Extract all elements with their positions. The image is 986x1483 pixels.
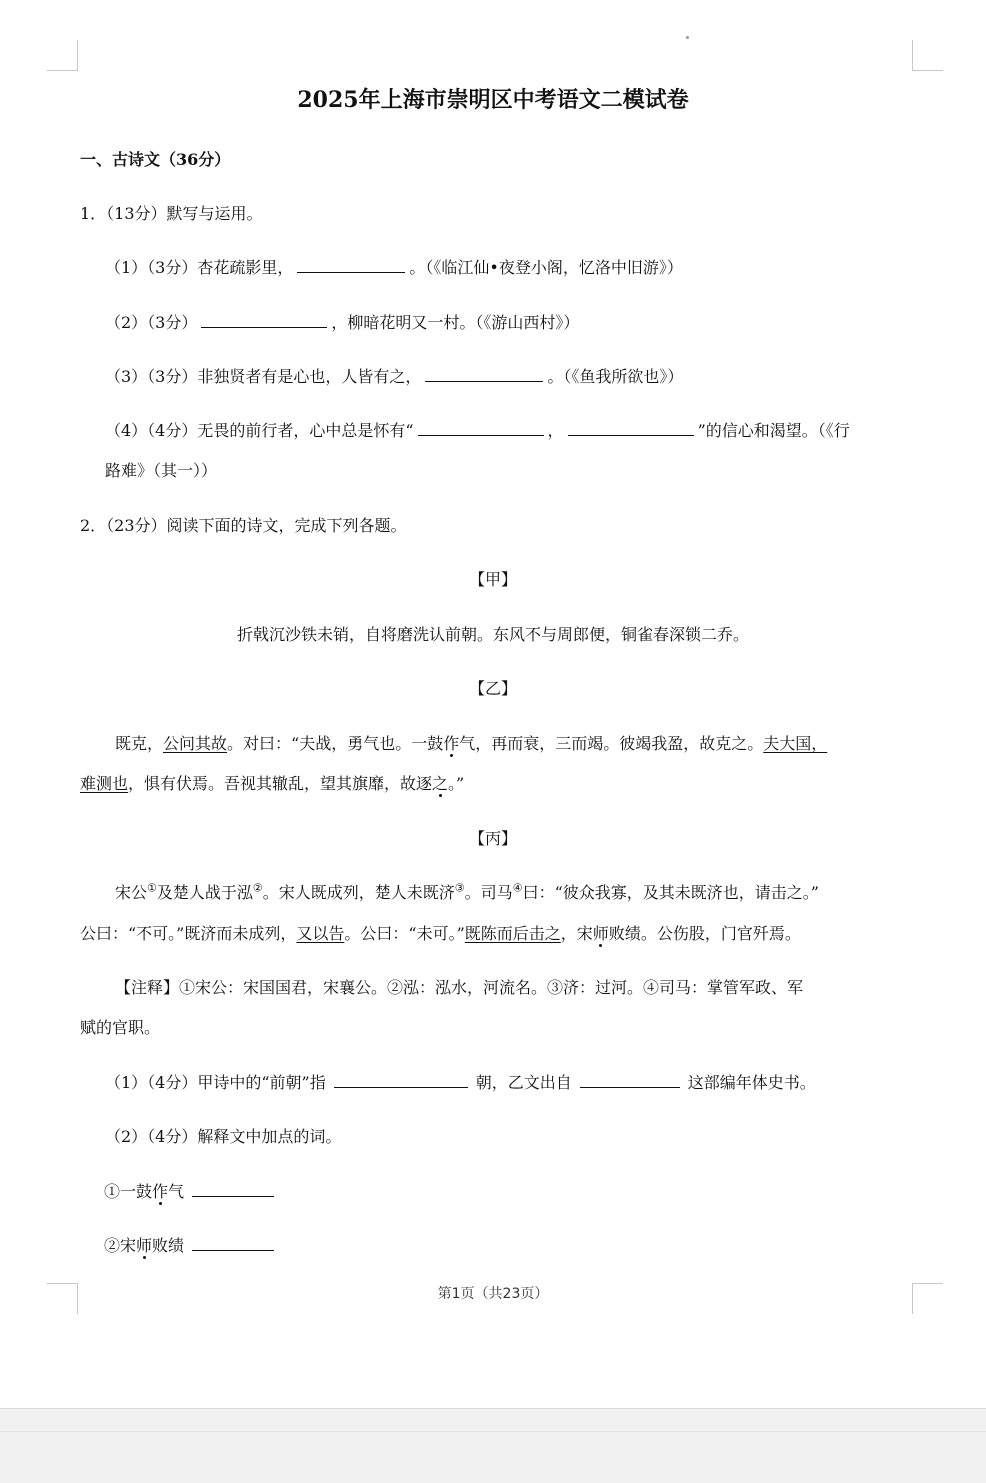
crop-mark-top-left: [47, 40, 78, 71]
word-item-2: ②宋师败绩: [104, 1236, 278, 1256]
answer-blank[interactable]: [192, 1236, 274, 1251]
question-2-sub-1: （1）（4分）甲诗中的“前朝”指 朝，乙文出自 这部编年体史书。: [105, 1073, 816, 1092]
answer-blank[interactable]: [297, 258, 405, 273]
answer-blank[interactable]: [334, 1073, 468, 1088]
question-1-sub-4: （4）（4分）无畏的前行者，心中总是怀有“ ， ”的信心和渴望。（《行: [105, 421, 850, 440]
passage-bing-line-1: 宋公①及楚人战于泓②。宋人既成列，楚人未既济③。司马④曰：“彼众我寡，及其未既济也，请击之。”: [115, 881, 819, 902]
passage-jia-label: 【甲】: [468, 570, 517, 589]
section-heading: 一、古诗文（36分）: [80, 150, 231, 169]
question-1-sub-3: （3）（3分）非独贤者有是心也，人皆有之， 。（《鱼我所欲也》）: [105, 367, 684, 386]
answer-blank[interactable]: [425, 367, 543, 382]
question-2-sub-2: （2）（4分）解释文中加点的词。: [105, 1127, 342, 1146]
question-1-heading: 1．（13分）默写与运用。: [80, 204, 263, 223]
question-1-sub-4-cont: 路难》（其一））: [105, 461, 218, 480]
crop-mark-top-right: [912, 40, 943, 71]
note-marker: ①: [147, 881, 157, 895]
passage-jia-text: 折戟沉沙铁未销，自将磨洗认前朝。东风不与周郎便，铜雀春深锁二乔。: [236, 625, 749, 644]
viewer-bottom-bar: [0, 1408, 986, 1483]
answer-blank[interactable]: [568, 421, 694, 436]
answer-blank[interactable]: [192, 1182, 274, 1197]
note-marker: ④: [512, 881, 523, 895]
underlined-phrase: 难测也: [80, 774, 129, 793]
passage-yi-line-1: 既克，公问其故。对曰：“夫战，勇气也。一鼓作气，再而衰，三而竭。彼竭我盈，故克之。夫大国，: [115, 734, 828, 753]
underlined-phrase: 夫大国，: [763, 734, 828, 753]
stray-dot: [686, 36, 689, 39]
annotation-line-1: 【注释】①宋公：宋国国君，宋襄公。②泓：泓水，河流名。③济：过河。④司马：掌管军政、军: [115, 978, 804, 997]
question-1-sub-2: （2）（3分） ，柳暗花明又一村。（《游山西村》）: [105, 313, 580, 332]
answer-blank[interactable]: [580, 1073, 680, 1088]
word-item-1: ①一鼓作气: [104, 1182, 278, 1202]
question-2-heading: 2．（23分）阅读下面的诗文，完成下列各题。: [80, 516, 407, 535]
page-footer: 第1页（共23页）: [437, 1286, 549, 1302]
question-1-sub-1: （1）（3分）杏花疏影里， 。（《临江仙•夜登小阁，忆洛中旧游》）: [105, 258, 683, 277]
underlined-phrase: 既陈而后击之: [464, 924, 561, 943]
dotted-word: 之: [432, 774, 449, 793]
note-marker: ②: [252, 881, 263, 895]
underlined-phrase: 又以告: [296, 924, 345, 943]
underlined-phrase: 公问其故: [163, 734, 228, 753]
dotted-word: 作: [443, 734, 460, 753]
dotted-word: 作: [152, 1182, 169, 1201]
passage-yi-label: 【乙】: [468, 679, 517, 698]
passage-yi-line-2: 难测也，惧有伏焉。吾视其辙乱，望其旗靡，故逐之。”: [80, 774, 465, 793]
annotation-line-2: 赋的官职。: [80, 1018, 161, 1037]
passage-bing-label: 【丙】: [468, 829, 517, 848]
answer-blank[interactable]: [201, 313, 327, 328]
page-title: 2025年上海市崇明区中考语文二模试卷: [297, 87, 689, 113]
answer-blank[interactable]: [418, 421, 544, 436]
note-marker: ③: [454, 881, 465, 895]
dotted-word: 师: [592, 924, 609, 943]
passage-bing-line-2: 公曰：“不可。”既济而未成列，又以告。公曰：“未可。”既陈而后击之，宋师败绩。公伤股，门官歼焉。: [80, 924, 801, 943]
dotted-word: 师: [136, 1236, 153, 1255]
